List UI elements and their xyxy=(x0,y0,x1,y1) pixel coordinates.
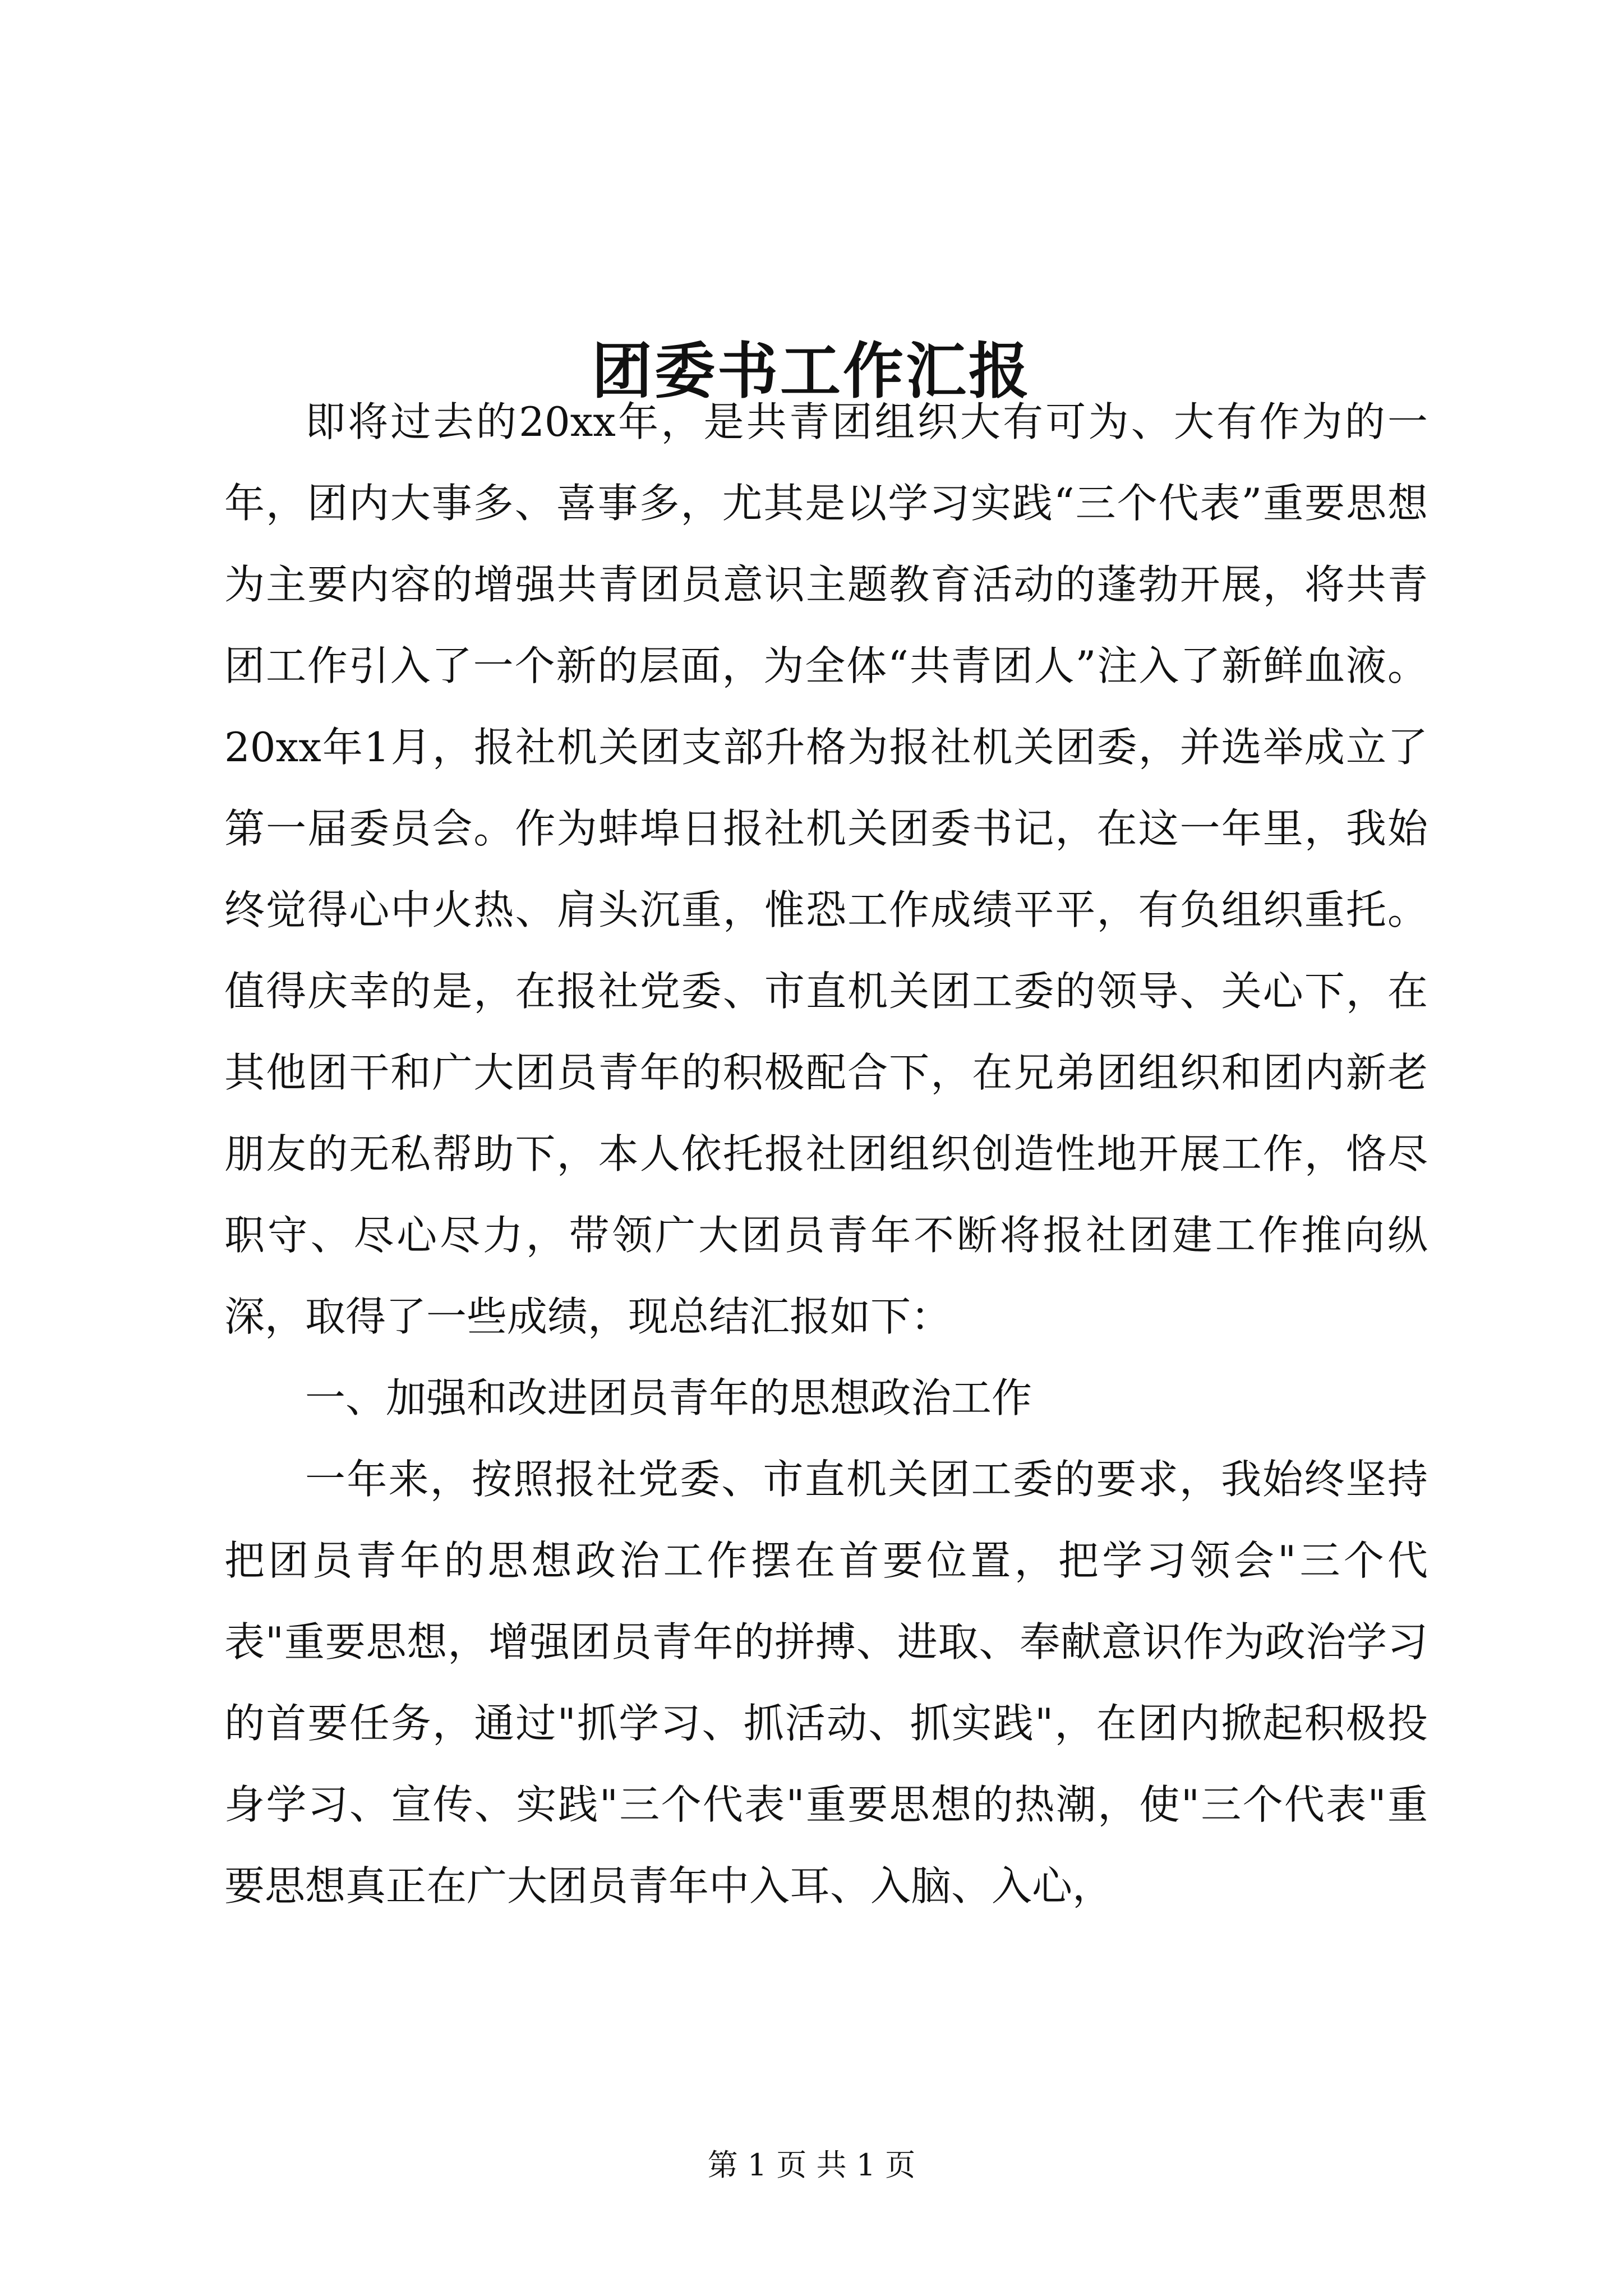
page-footer: 第 1 页 共 1 页 xyxy=(707,2147,916,2183)
paragraph-intro: 即将过去的20xx年，是共青团组织大有可为、大有作为的一年，团内大事多、喜事多，尤其是以学习实践“三个代表”重要思想为主要内容的增强共青团员意识主题教育活动的蓬勃开展，将共青团工作引入了一个新的层面，为全体“共青团人”注入了新鲜血液。20xx年1月，报社机关团支部升格为报社机关团委，并选举成立了第一届委员会。作为蚌埠日报社机关团委书记，在这一年里，我始终觉得心中火热、肩头沉重，惟恐工作成绩平平，有负组织重托。值得庆幸的是，在报社党委、市直机关团工委的领导、关心下，在其他团干和广大团员青年的积极配合下，在兄弟团组织和团内新老朋友的无私帮助下，本人依托报社团组织创造性地开展工作，恪尽职守、尽心尽力，带领广大团员青年不断将报社团建工作推向纵深，取得了一些成绩，现总结汇报如下： xyxy=(224,398,1428,1340)
document-title: 团委书工作汇报 xyxy=(591,336,1031,407)
section-heading-1: 一、加强和改进团员青年的思想政治工作 xyxy=(305,1374,1032,1421)
document-body xyxy=(224,381,1428,1927)
paragraph-section-1: 一年来，按照报社党委、市直机关团工委的要求，我始终坚持把团员青年的思想政治工作摆在首要位置，把学习领会"三个代表"重要思想，增强团员青年的拼搏、进取、奉献意识作为政治学习的首要任务，通过"抓学习、抓活动、抓实践"，在团内掀起积极投身学习、宣传、实践"三个代表"重要思想的热潮，使"三个代表"重要思想真正在广大团员青年中入耳、入脑、入心， xyxy=(224,1456,1428,1910)
